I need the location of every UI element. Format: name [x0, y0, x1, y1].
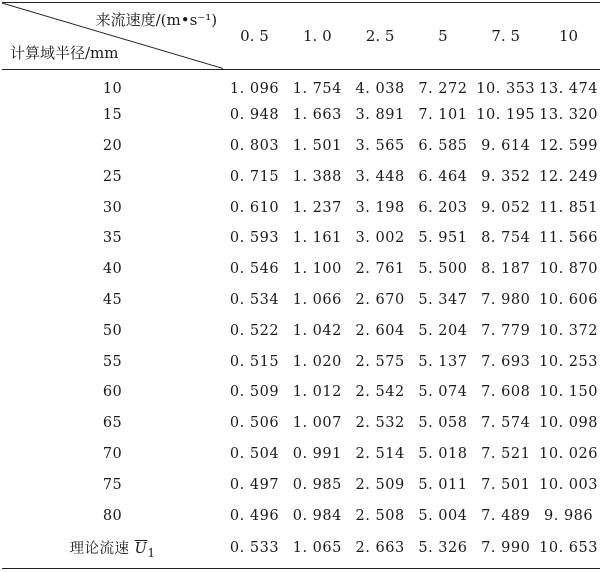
- column-header: 2. 5: [349, 3, 412, 69]
- table-cell: 1. 066: [292, 291, 342, 308]
- table-cell: 5. 011: [418, 476, 468, 493]
- table-cell: 10. 372: [539, 322, 598, 339]
- table-row: [2, 192, 600, 223]
- table-cell: 10. 606: [539, 291, 598, 308]
- table-cell: 0. 546: [229, 261, 280, 278]
- table-cell: 0. 509: [229, 384, 280, 401]
- table-cell: 6. 464: [418, 168, 468, 185]
- table-cell: 10. 253: [539, 353, 598, 370]
- table-cell: 3. 448: [355, 168, 405, 185]
- table-cell: 10. 098: [539, 415, 598, 432]
- theory-symbol: $\overline{U}$: [134, 540, 148, 557]
- column-header: 7. 5: [474, 3, 537, 69]
- table-cell: 7. 521: [481, 445, 531, 462]
- table-body: [2, 69, 600, 565]
- row-header-radius: 60: [102, 384, 123, 401]
- table-cell: 9. 986: [544, 507, 594, 524]
- table-cell: 1. 007: [292, 415, 342, 432]
- table-cell: 7. 501: [481, 476, 531, 493]
- table-row: [2, 131, 600, 162]
- row-header-radius: 55: [102, 353, 123, 370]
- table-row: [2, 315, 600, 346]
- table-cell: 7. 272: [418, 80, 468, 97]
- table-cell: 10. 026: [539, 445, 598, 462]
- table-cell: 1. 501: [292, 137, 342, 154]
- table-cell: 3. 002: [355, 230, 405, 247]
- table-row: [2, 469, 600, 500]
- row-header-radius: 70: [102, 445, 123, 462]
- table-cell: 0. 991: [292, 445, 342, 462]
- table-cell: 10. 150: [539, 384, 598, 401]
- table-cell: 5. 004: [418, 507, 468, 524]
- theory-subscript: 1: [147, 545, 156, 560]
- table-cell: 4. 038: [355, 80, 405, 97]
- header-inflow-velocity: 来流速度/(m•s⁻¹): [95, 11, 218, 29]
- theory-cell: 1. 065: [292, 539, 342, 556]
- table-cell: 0. 610: [229, 199, 280, 216]
- column-header: 5: [412, 3, 475, 69]
- table-cell: 5. 500: [418, 261, 468, 278]
- table-cell: 5. 137: [418, 353, 468, 370]
- table-row: [2, 439, 600, 470]
- column-header: 10: [537, 3, 600, 69]
- table-cell: 7. 574: [481, 415, 531, 432]
- row-header-radius: 65: [102, 415, 123, 432]
- row-header-radius: 80: [102, 507, 123, 524]
- table-cell: 2. 575: [355, 353, 405, 370]
- theory-cell: 0. 533: [229, 539, 280, 556]
- table-cell: 5. 058: [418, 415, 468, 432]
- table-row: [2, 223, 600, 254]
- table-cell: 1. 388: [292, 168, 342, 185]
- table-row: [2, 500, 600, 531]
- table-cell: 0. 534: [229, 291, 280, 308]
- table-row: [2, 285, 600, 316]
- table-cell: 2. 604: [355, 322, 405, 339]
- table-cell: 10. 195: [476, 107, 536, 124]
- table-cell: 1. 012: [292, 384, 342, 401]
- theory-row-label: [2, 531, 223, 565]
- theory-cell: 5. 326: [418, 539, 468, 556]
- table-cell: 1. 096: [229, 80, 280, 97]
- table-cell: 0. 506: [229, 415, 280, 432]
- table-cell: 5. 347: [418, 291, 468, 308]
- table-cell: 2. 514: [355, 445, 405, 462]
- table-cell: 0. 497: [229, 476, 280, 493]
- corner-header-cell: [2, 3, 223, 69]
- row-header-radius: 10: [102, 80, 123, 97]
- row-header-radius: 50: [102, 322, 123, 339]
- table-cell: 9. 614: [481, 137, 531, 154]
- table-cell: 1. 100: [292, 261, 342, 278]
- row-header-radius: 45: [102, 291, 123, 308]
- table-cell: 12. 249: [539, 168, 598, 185]
- table-cell: 0. 985: [292, 476, 342, 493]
- table-cell: 0. 515: [229, 353, 280, 370]
- table-row: [2, 161, 600, 192]
- table-row: [2, 346, 600, 377]
- table-cell: 8. 187: [481, 261, 531, 278]
- table-cell: 1. 237: [292, 199, 342, 216]
- table-cell: 0. 522: [229, 322, 280, 339]
- table-row: [2, 254, 600, 285]
- column-header: 1. 0: [286, 3, 349, 69]
- table-cell: 12. 599: [539, 137, 598, 154]
- table-cell: 10. 353: [476, 80, 536, 97]
- table-cell: 7. 779: [481, 322, 531, 339]
- table-cell: 1. 754: [292, 80, 342, 97]
- table-cell: 7. 608: [481, 384, 531, 401]
- theory-label-text: 理论流速: [69, 540, 130, 557]
- table-cell: 5. 074: [418, 384, 468, 401]
- column-header: 0. 5: [223, 3, 286, 69]
- table-cell: 3. 565: [355, 137, 405, 154]
- table-row: [2, 69, 600, 100]
- table-cell: 1. 020: [292, 353, 342, 370]
- table-cell: 6. 585: [418, 137, 468, 154]
- table-cell: 2. 670: [355, 291, 405, 308]
- table-cell: 0. 948: [229, 107, 280, 124]
- row-header-radius: 40: [102, 261, 123, 278]
- table-cell: 13. 320: [539, 107, 598, 124]
- header-row: [2, 3, 600, 69]
- table-cell: 0. 984: [292, 507, 342, 524]
- table-cell: 1. 161: [292, 230, 342, 247]
- table-cell: 0. 496: [229, 507, 280, 524]
- data-table-container: [2, 2, 600, 569]
- table-cell: 7. 101: [418, 107, 468, 124]
- table-cell: 2. 532: [355, 415, 405, 432]
- velocity-table: [2, 3, 600, 565]
- table-cell: 0. 715: [229, 168, 280, 185]
- row-header-radius: 35: [102, 230, 123, 247]
- table-cell: 2. 509: [355, 476, 405, 493]
- theory-cell: 7. 990: [481, 539, 531, 556]
- table-cell: 3. 198: [355, 199, 405, 216]
- row-header-radius: 20: [102, 137, 123, 154]
- table-row: [2, 377, 600, 408]
- row-header-radius: 75: [102, 476, 123, 493]
- table-cell: 1. 663: [292, 107, 342, 124]
- table-cell: 3. 891: [355, 107, 405, 124]
- table-cell: 11. 851: [539, 199, 598, 216]
- header-domain-radius: 计算域半径/mm: [10, 43, 119, 62]
- table-cell: 7. 980: [481, 291, 531, 308]
- table-cell: 0. 504: [229, 445, 280, 462]
- table-cell: 10. 003: [539, 476, 598, 493]
- theory-cell: 10. 653: [539, 539, 598, 556]
- table-cell: 5. 951: [418, 230, 468, 247]
- row-header-radius: 15: [102, 107, 123, 124]
- table-cell: 7. 693: [481, 353, 531, 370]
- table-row: [2, 100, 600, 131]
- theory-velocity-row: [2, 531, 600, 565]
- table-cell: 1. 042: [292, 322, 342, 339]
- table-cell: 13. 474: [539, 80, 598, 97]
- table-cell: 7. 489: [481, 507, 531, 524]
- row-header-radius: 30: [102, 199, 123, 216]
- theory-cell: 2. 663: [355, 539, 405, 556]
- row-header-radius: 25: [102, 168, 123, 185]
- table-cell: 10. 870: [539, 261, 598, 278]
- table-cell: 5. 018: [418, 445, 468, 462]
- table-cell: 11. 566: [539, 230, 598, 247]
- table-cell: 6. 203: [418, 199, 468, 216]
- table-cell: 8. 754: [481, 230, 531, 247]
- table-cell: 9. 352: [481, 168, 531, 185]
- table-cell: 2. 542: [355, 384, 405, 401]
- table-cell: 2. 508: [355, 507, 405, 524]
- table-row: [2, 408, 600, 439]
- table-cell: 0. 593: [229, 230, 280, 247]
- table-cell: 5. 204: [418, 322, 468, 339]
- table-cell: 0. 803: [229, 137, 280, 154]
- table-cell: 9. 052: [481, 199, 531, 216]
- table-cell: 2. 761: [355, 261, 405, 278]
